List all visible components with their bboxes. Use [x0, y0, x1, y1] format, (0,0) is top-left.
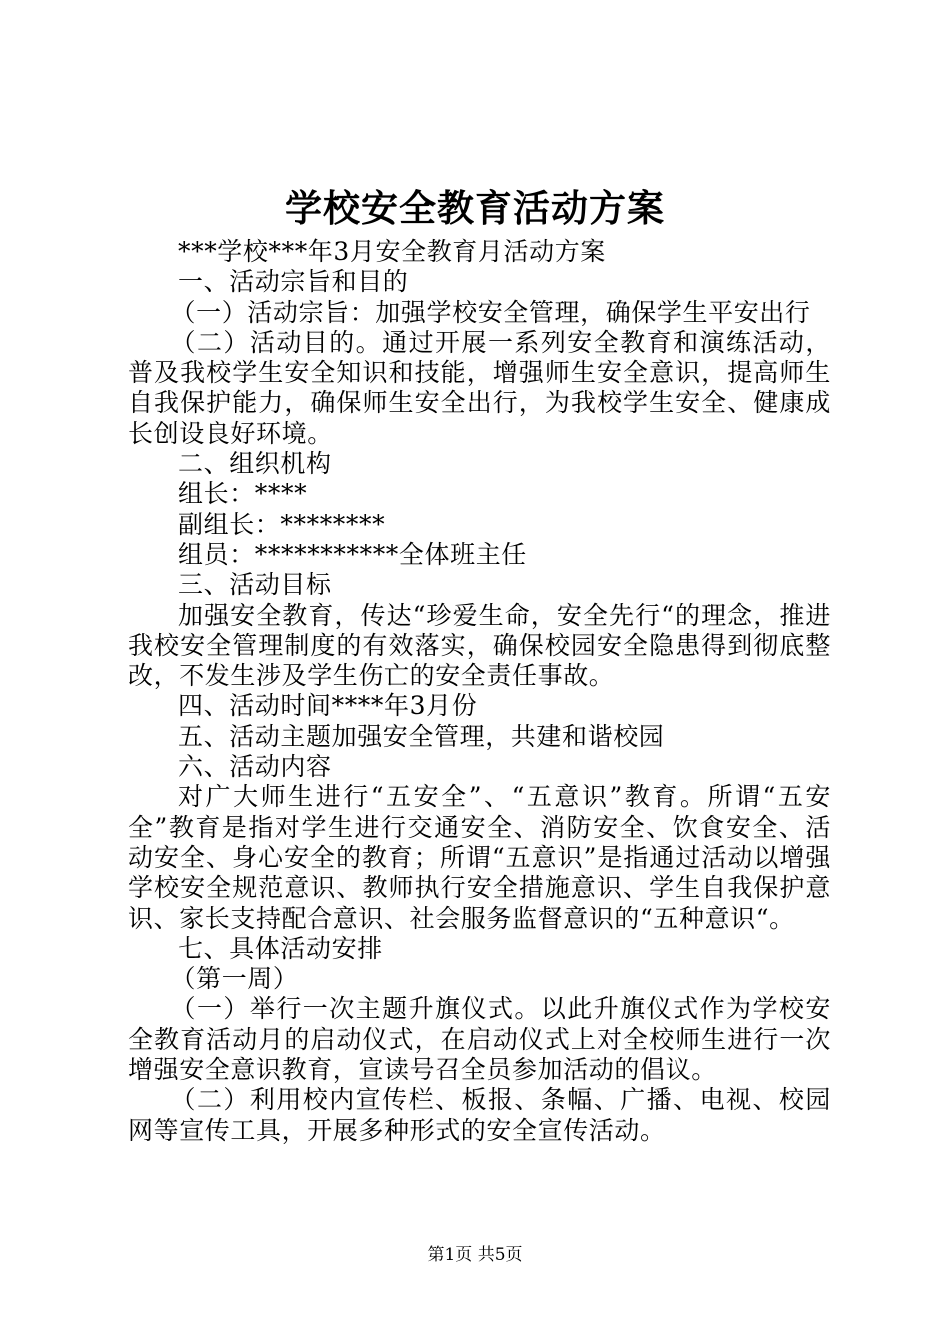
paragraph-purpose-aim: （一）活动宗旨：加强学校安全管理，确保学生平安出行 — [170, 297, 811, 327]
paragraph-content: 对广大师生进行“五安全”、“五意识”教育。所谓“五安全”教育是指对学生进行交通安全、消防安全、饮食安全、活动安全、身心安全的教育；所谓“五意识”是指通过活动以增强学校安全规范意识、教师执行安全措施意识、学生自我保护意识、家长支持配合意识、社会服务监督意识的“五种意识“。 — [128, 782, 831, 933]
document-body — [128, 237, 831, 1146]
section-heading-time: 四、活动时间****年3月份 — [178, 691, 478, 721]
paragraph-deputy-leader: 副组长：******** — [178, 509, 386, 539]
paragraph-purpose-goal: （二）活动目的。通过开展一系列安全教育和演练活动，普及我校学生安全知识和技能，增强师生安全意识，提高师生自我保护能力，确保师生安全出行，为我校学生安全、健康成长创设良好环境。 — [128, 327, 831, 448]
section-heading-content: 六、活动内容 — [178, 752, 332, 782]
paragraph-heading-plan: ***学校***年3月安全教育月活动方案 — [178, 237, 606, 266]
paragraph-leader: 组长：**** — [178, 479, 308, 509]
paragraph-flag-ceremony: （一）举行一次主题升旗仪式。以此升旗仪式作为学校安全教育活动月的启动仪式，在启动仪式上对全校师生进行一次增强安全意识教育，宣读号召全员参加活动的倡议。 — [128, 994, 831, 1085]
page-number-footer: 第1页 共5页 — [427, 1245, 523, 1265]
section-heading-theme: 五、活动主题加强安全管理，共建和谐校园 — [178, 721, 665, 751]
document-title: 学校安全教育活动方案 — [285, 186, 665, 230]
paragraph-publicity: （二）利用校内宣传栏、板报、条幅、广播、电视、校园网等宣传工具，开展多种形式的安全宣传活动。 — [128, 1085, 831, 1145]
paragraph-objectives: 加强安全教育，传达“珍爱生命，安全先行“的理念，推进我校安全管理制度的有效落实，确保校园安全隐患得到彻底整改，不发生涉及学生伤亡的安全责任事故。 — [128, 600, 831, 691]
section-heading-organization: 二、组织机构 — [178, 449, 332, 479]
section-heading-purpose: 一、活动宗旨和目的 — [178, 267, 409, 297]
paragraph-members: 组员：***********全体班主任 — [178, 539, 527, 569]
section-heading-objectives: 三、活动目标 — [178, 570, 332, 600]
section-heading-arrangement: 七、具体活动安排 — [178, 933, 383, 963]
paragraph-week-one: （第一周） — [170, 964, 299, 994]
